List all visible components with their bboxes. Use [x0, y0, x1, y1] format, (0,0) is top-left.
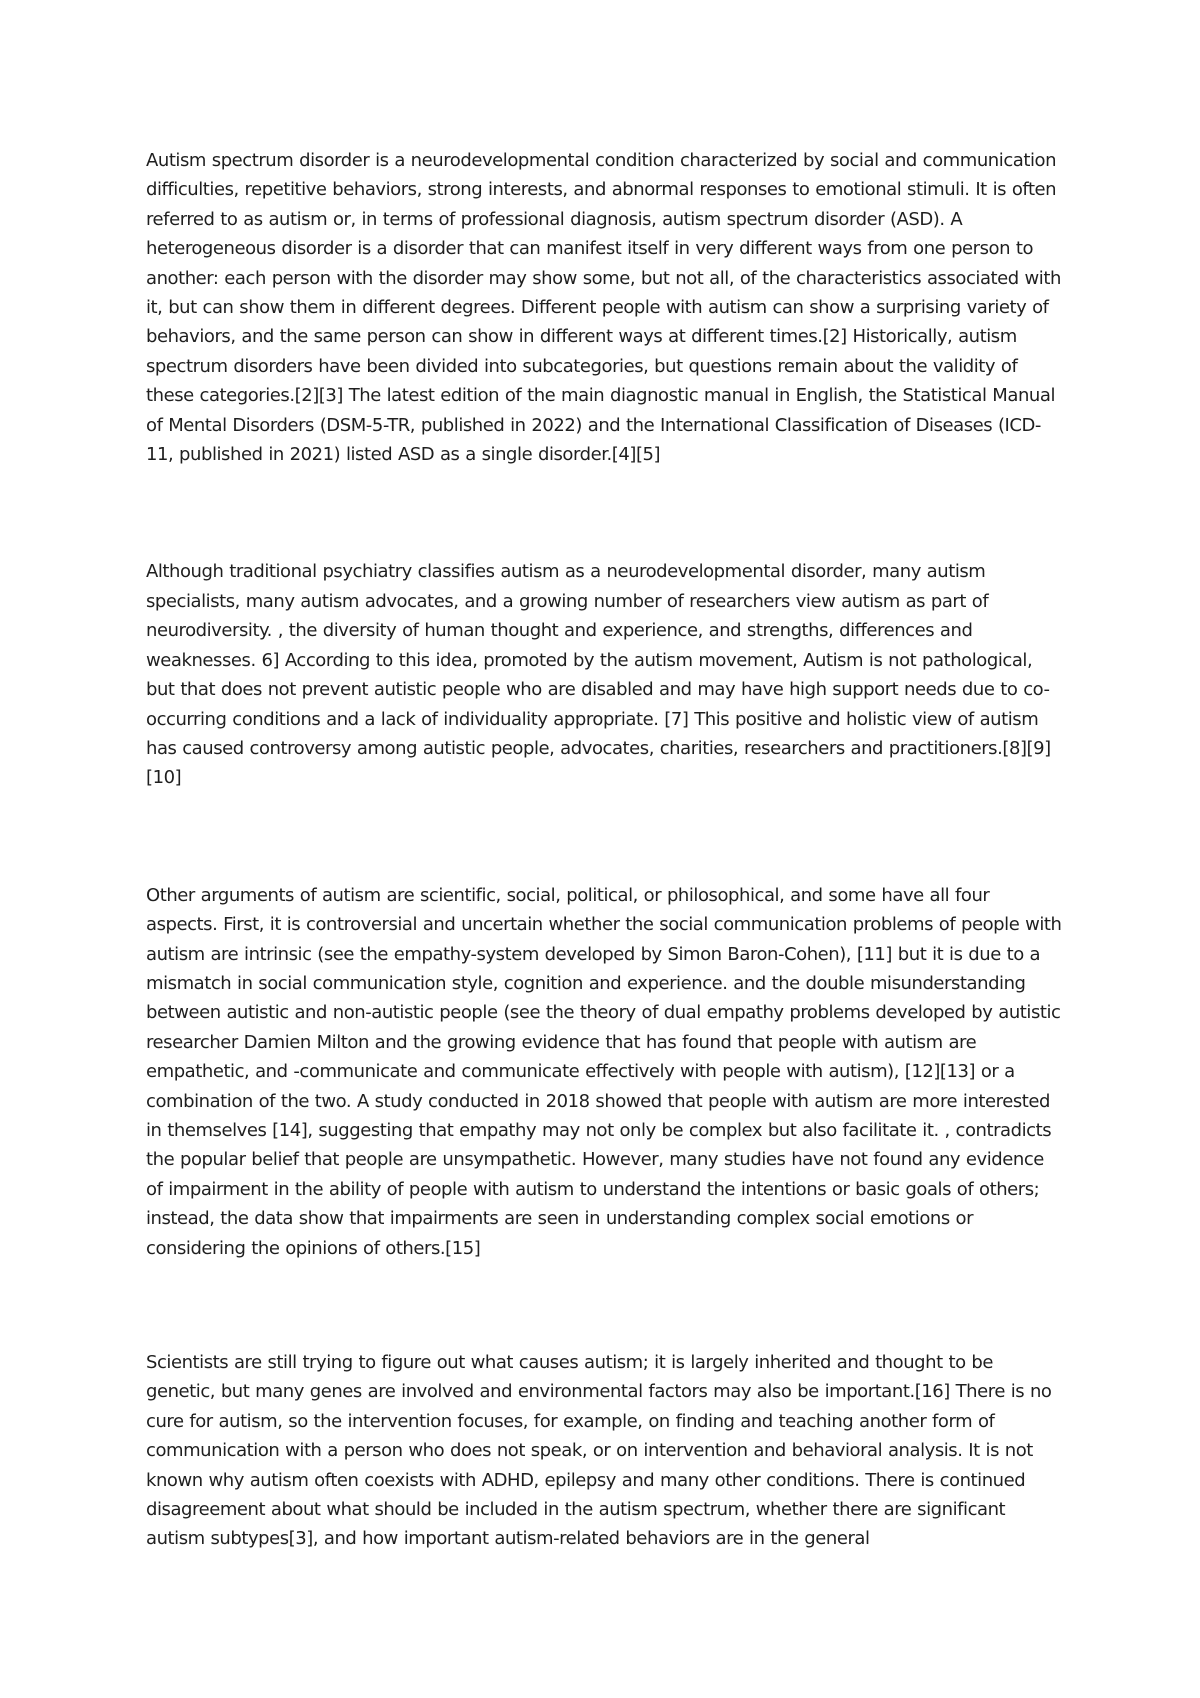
document-body	[146, 146, 1066, 1554]
paragraph-neurodiversity: Although traditional psychiatry classifies autism as a neurodevelopmental disorder, many autism specialists, many autism advocates, and a growing number of researchers view autism as part of neurodiversity. , the diversity of human thought and experience, and strengths, differences and weaknesses. 6] According to this idea, promoted by the autism movement, Autism is not pathological, but that does not prevent autistic people who are disabled and may have high support needs due to co-occurring conditions and a lack of individuality appropriate. [7] This positive and holistic view of autism has caused controversy among autistic people, advocates, charities, researchers and practitioners.[8][9][10]	[146, 561, 1051, 789]
paragraph-arguments: Other arguments of autism are scientific, social, political, or philosophical, and some have all four aspects. First, it is controversial and uncertain whether the social communication problems of people with autism are intrinsic (see the empathy-system developed by Simon Baron-Cohen), [11] but it is due to a mismatch in social communication style, cognition and experience. and the double misunderstanding between autistic and non-autistic people (see the theory of dual empathy problems developed by autistic researcher Damien Milton and the growing evidence that has found that people with autism are empathetic, and -communicate and communicate effectively with people with autism), [12][13] or a combination of the two. A study conducted in 2018 showed that people with autism are more interested in themselves [14], suggesting that empathy may not only be complex but also facilitate it. , contradicts the popular belief that people are unsympathetic. However, many studies have not found any evidence of impairment in the ability of people with autism to understand the intentions or basic goals of others; instead, the data show that impairments are seen in understanding complex social emotions or considering the opinions of others.[15]	[146, 884, 1062, 1259]
paragraph-causes: Scientists are still trying to figure out what causes autism; it is largely inherited and thought to be genetic, but many genes are involved and environmental factors may also be important.[16] There is no cure for autism, so the intervention focuses, for example, on finding and teaching another form of communication with a person who does not speak, or on intervention and behavioral analysis. It is not known why autism often coexists with ADHD, epilepsy and many other conditions. There is continued disagreement about what should be included in the autism spectrum, whether there are significant autism subtypes[3], and how important autism-related behaviors are in the general	[146, 1352, 1052, 1550]
paragraph-definition: Autism spectrum disorder is a neurodevelopmental condition characterized by social and communication difficulties, repetitive behaviors, strong interests, and abnormal responses to emotional stimuli. It is often referred to as autism or, in terms of professional diagnosis, autism spectrum disorder (ASD). A heterogeneous disorder is a disorder that can manifest itself in very different ways from one person to another: each person with the disorder may show some, but not all, of the characteristics associated with it, but can show them in different degrees. Different people with autism can show a surprising variety of behaviors, and the same person can show in different ways at different times.[2] Historically, autism spectrum disorders have been divided into subcategories, but questions remain about the validity of these categories.[2][3] The latest edition of the main diagnostic manual in English, the Statistical Manual of Mental Disorders (DSM-5-TR, published in 2022) and the International Classification of Diseases (ICD-11, published in 2021) listed ASD as a single disorder.[4][5]	[146, 150, 1061, 466]
